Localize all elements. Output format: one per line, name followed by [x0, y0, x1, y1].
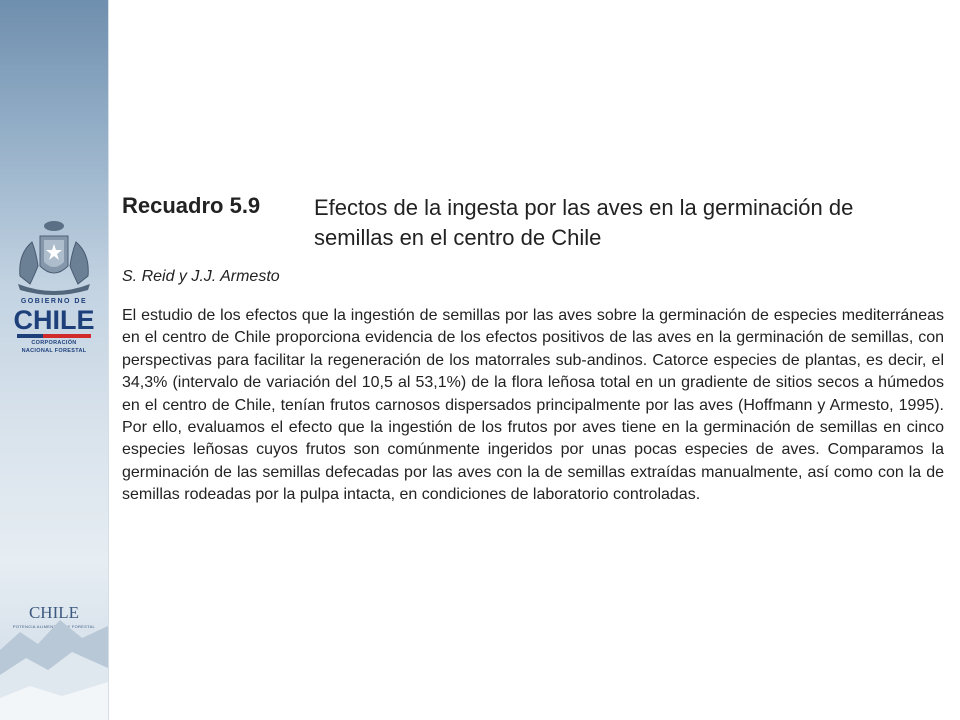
- box-label: Recuadro 5.9: [122, 193, 261, 218]
- conaf-line-2: NACIONAL FORESTAL: [21, 348, 87, 354]
- chile-logo-text: CHILE: [13, 305, 95, 335]
- conaf-line-1: CORPORACIÓN: [31, 340, 77, 346]
- brand-tagline: POTENCIA ALIMENTARIA Y FORESTAL: [12, 624, 96, 629]
- gobierno-de-label: GOBIERNO DE: [20, 298, 88, 305]
- box-title: Efectos de la ingesta por las aves en la germinación de semillas en el centro de Chile: [314, 195, 854, 250]
- mountains-image: [0, 580, 108, 720]
- box-authors: S. Reid y J.J. Armesto: [122, 268, 280, 285]
- coat-of-arms-icon: [10, 218, 98, 296]
- sidebar-panel: [0, 0, 109, 720]
- brand-chile-logo: CHILE: [28, 603, 80, 622]
- box-body: El estudio de los efectos que la ingestión de semillas por las aves sobre la germinación de especies mediterráneas en el centro de Chile proporciona evidencia de los efectos positivos de las aves en la germinación de semillas, con perspectivas para facilitar la regeneración de los matorrales sub-andinos. Catorce especies de plantas, es decir, el 34,3% (intervalo de variación del 10,5 al 53,1%) de la flora leñosa total en un gradiente de sitios secos a húmedos en el centro de Chile, tenían frutos carnosos dispersados principalmente por las aves (Hoffmann y Armesto, 1995). Por ello, evaluamos el efecto que la ingestión de los frutos por aves tiene en la germinación de semillas en cinco especies leñosas cuyos frutos son comúnmente ingeridos por unas pocas especies de aves. Comparamos la germinación de las semillas defecadas por las aves con la de semillas extraídas manualmente, así como con la de semillas rodeadas por la pulpa intacta, en condiciones de laboratorio controladas.: [122, 307, 944, 504]
- chile-logo: [0, 305, 108, 338]
